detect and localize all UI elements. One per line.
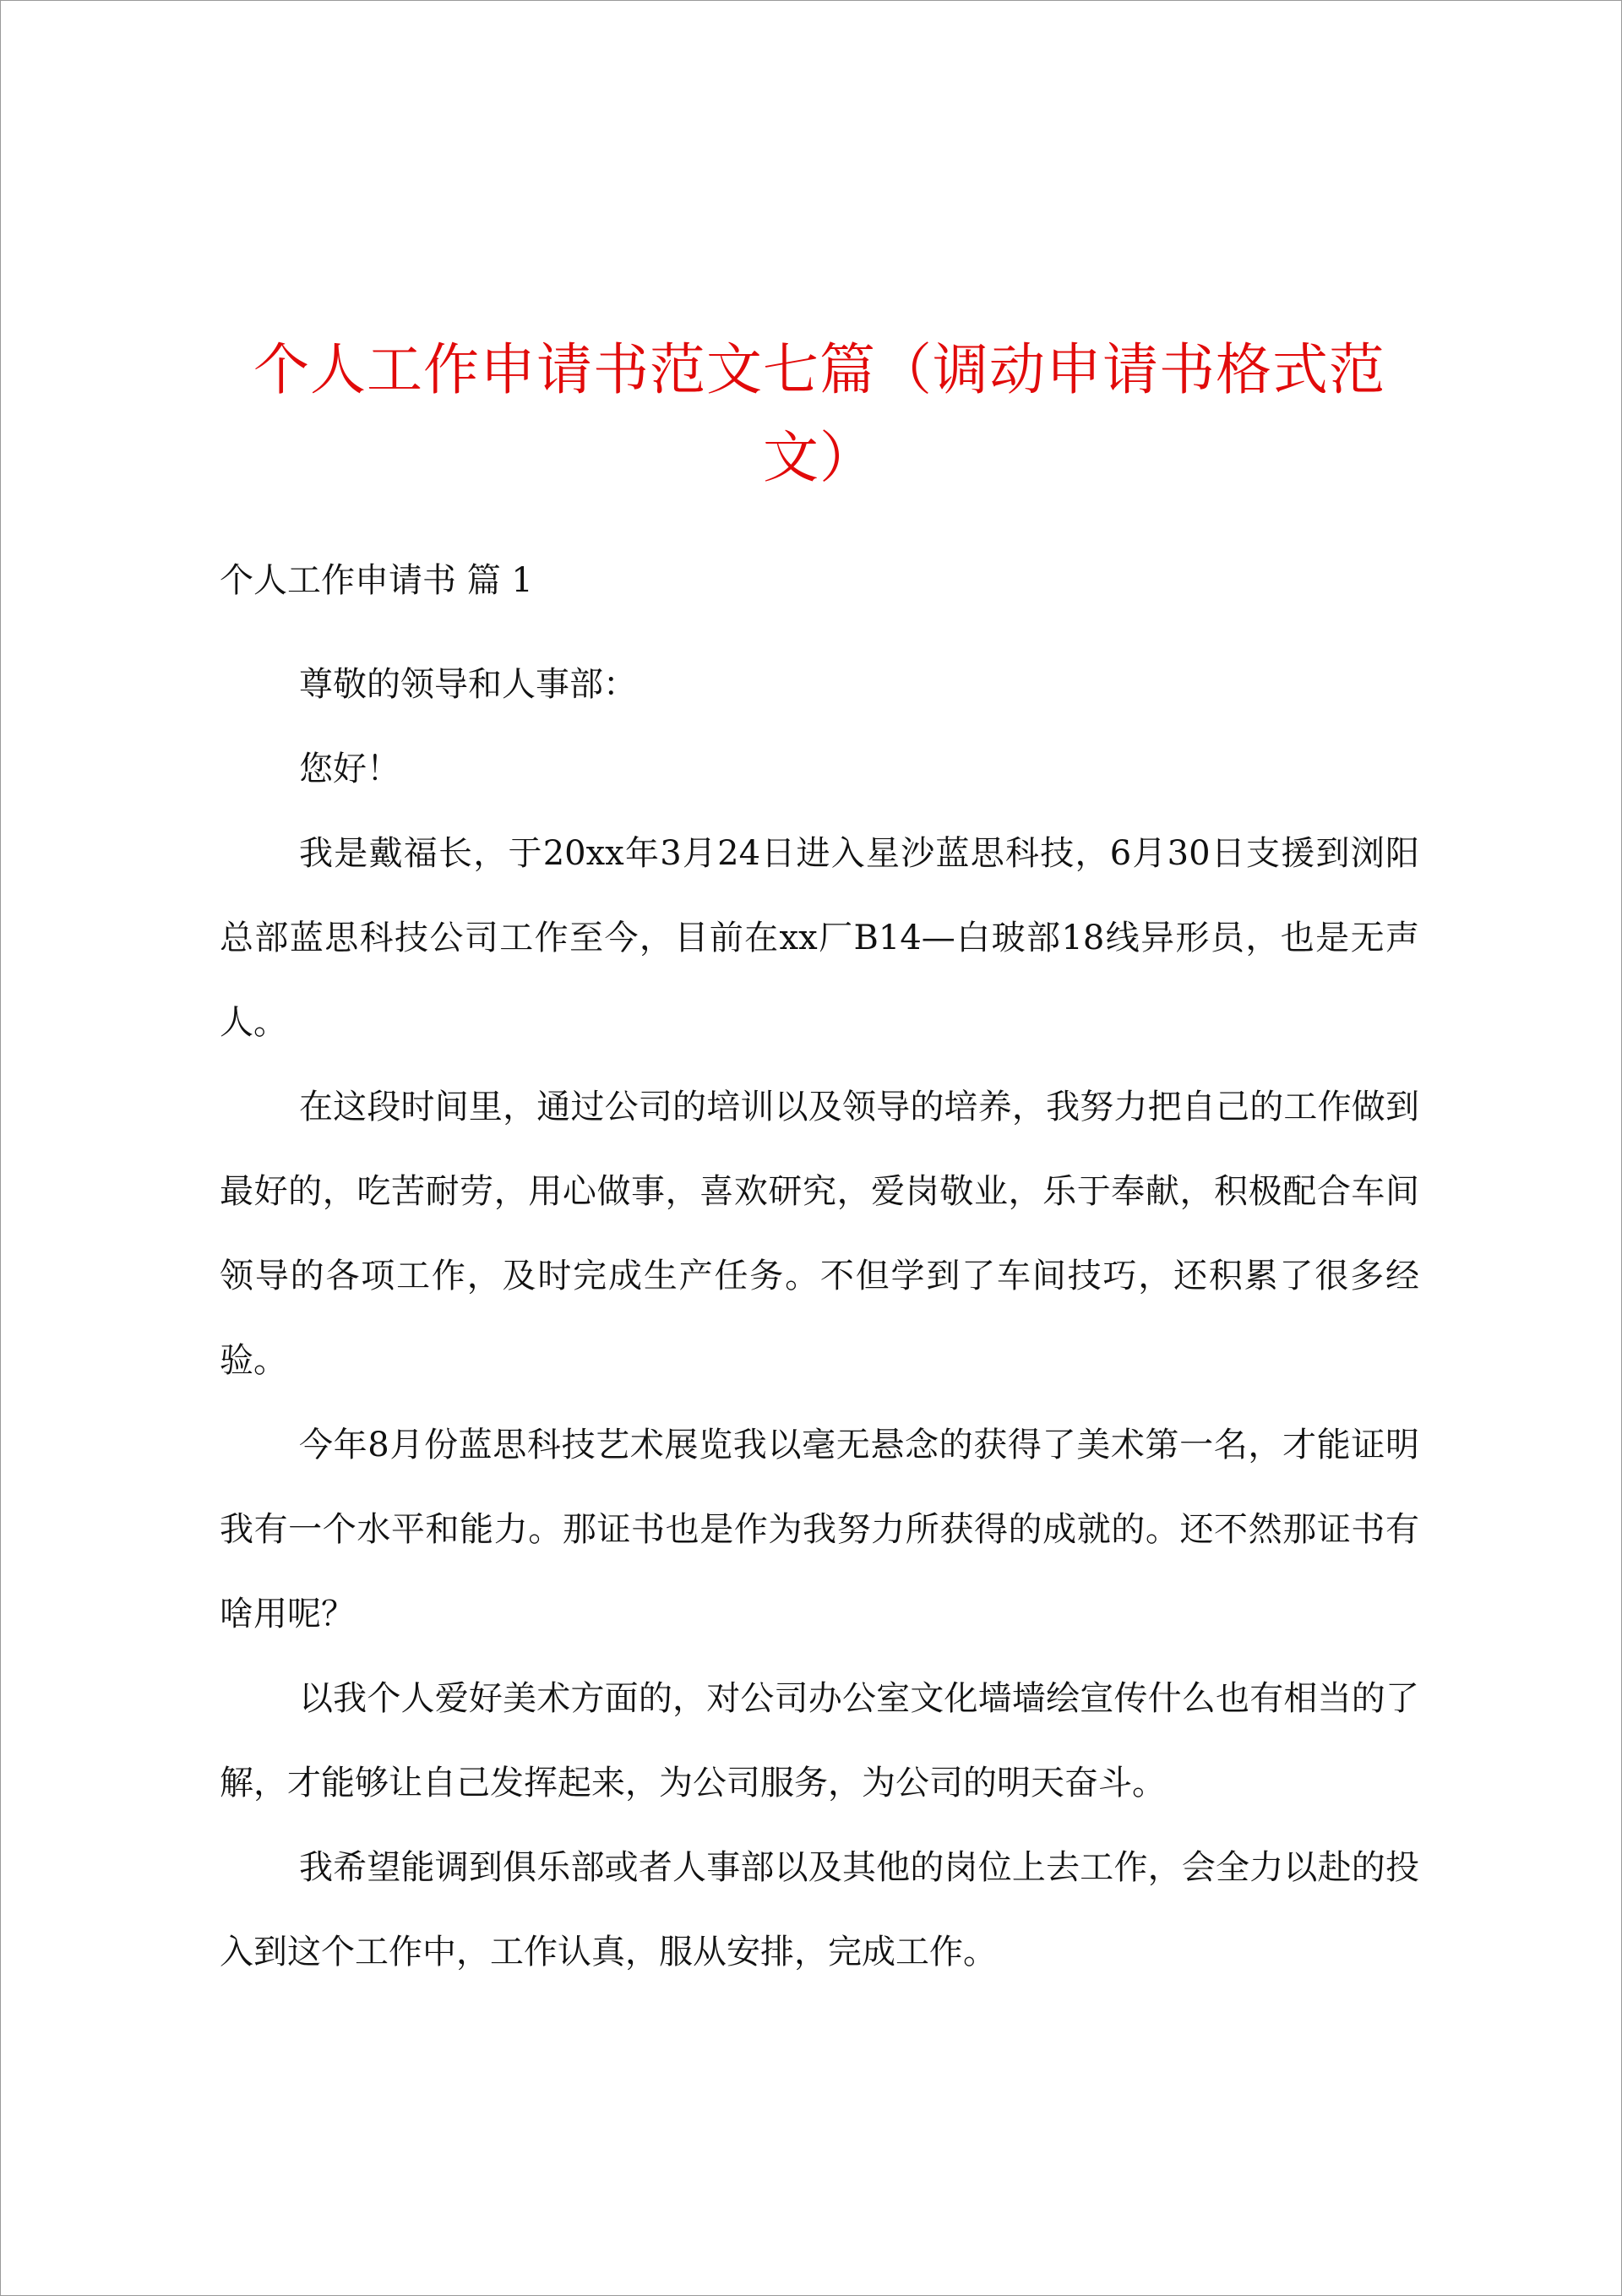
section-heading: 个人工作申请书 篇 1: [220, 561, 533, 600]
document-content: [220, 326, 1419, 1994]
body-paragraph: 我希望能调到俱乐部或者人事部以及其他的岗位上去工作，会全力以赴的投入到这个工作中，工作认真，服从安排，完成工作。: [220, 1848, 1419, 1972]
body-paragraph: 在这段时间里，通过公司的培训以及领导的培养，我努力把自己的工作做到最好的，吃苦耐劳，用心做事，喜欢研究，爱岗敬业，乐于奉献，积极配合车间领导的各项工作，及时完成生产任务。不但学到了车间技巧，还积累了很多经验。: [220, 1088, 1419, 1380]
body-paragraph: 今年8月份蓝思科技艺术展览我以毫无悬念的获得了美术第一名，才能证明我有一个水平和能力。那证书也是作为我努力所获得的成就的。还不然那证书有啥用呢？: [220, 1426, 1419, 1633]
greeting: 您好！: [299, 750, 400, 788]
salutation: 尊敬的领导和人事部：: [299, 665, 637, 704]
document-title: 个人工作申请书范文七篇（调动申请书格式范文）: [253, 337, 1385, 490]
body-paragraph: 以我个人爱好美术方面的，对公司办公室文化墙墙绘宣传什么也有相当的了解，才能够让自己发挥起来，为公司服务，为公司的明天奋斗。: [220, 1679, 1419, 1802]
body-paragraph: 我是戴福长，于20xx年3月24日进入星沙蓝思科技，6月30日支援到浏阳总部蓝思科技公司工作至今，目前在xx厂B14—白玻部18线异形员，也是无声人。: [220, 834, 1419, 1042]
